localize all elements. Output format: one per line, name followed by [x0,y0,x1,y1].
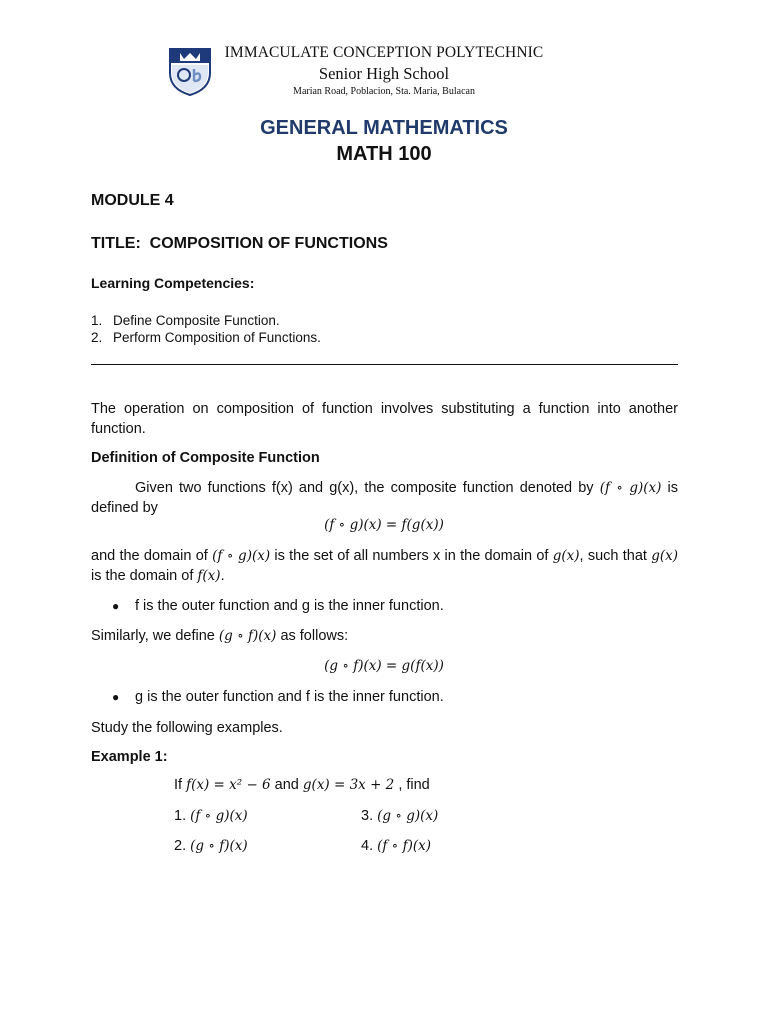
given-text: Given two functions f(x) and g(x), the composite function denoted by [135,480,594,496]
example-item [361,838,431,854]
domain-text: , such that [579,548,647,564]
example-item-expression: (𝑓 ∘ 𝑔)(𝑥) [190,808,248,824]
example-item-expression: (𝑔 ∘ 𝑓)(𝑥) [190,838,248,854]
competency-item [91,313,280,328]
subject-title: GENERAL MATHEMATICS [260,117,508,139]
domain-text: and the domain of [91,548,208,564]
example-text: If [174,777,183,793]
domain-text: is the set of all numbers x in the domain of [274,548,549,564]
domain-math: 𝑔(𝑥) [651,548,679,564]
composite-formula-fg: (𝑓 ∘ g)(𝑥) = 𝑓(𝑔(𝑥)) [324,517,444,533]
study-line: Study the following examples. [91,720,283,736]
example-statement [174,777,430,793]
bullet-item [112,598,444,614]
subject-code: MATH 100 [336,143,432,165]
bullet-item [112,689,444,705]
composite-formula-gf: (𝑔 ∘ 𝑓)(𝑥) = 𝑔(𝑓(𝑥)) [324,658,444,674]
example-item-number: 2. [174,838,187,854]
example-item [174,808,248,824]
competency-number: 2. [91,330,103,345]
example-item [361,808,438,824]
module-title: TITLE: COMPOSITION OF FUNCTIONS [91,235,388,252]
school-address: Marian Road, Poblacion, Sta. Maria, Bulacan [293,86,475,97]
g-definition: 𝑔(𝑥) = 3𝑥 + 2 [302,777,395,793]
example-item-expression: (𝑓 ∘ 𝑓)(𝑥) [377,838,431,854]
similarly-paragraph [91,627,678,647]
definition-heading: Definition of Composite Function [91,450,320,466]
example-text: and [274,777,299,793]
f-definition: 𝑓(𝑥) = 𝑥² − 6 [186,777,271,793]
domain-text: . [220,567,225,584]
bullet-dot-icon: ● [112,690,120,704]
domain-paragraph [91,547,678,586]
bullet-text: g is the outer function and f is the inner function. [135,689,444,705]
similarly-text-end: as follows: [280,628,349,644]
given-math: (𝑓 ∘ 𝑔)(𝑥) [599,480,662,496]
similarly-math: (𝑔 ∘ 𝑓)(𝑥) [218,628,277,644]
intro-paragraph: The operation on composition of function involves substituting a function into another function. [91,401,678,437]
domain-math: (𝑓 ∘ 𝑔)(𝑥) [212,548,271,564]
school-subtitle: Senior High School [318,64,450,83]
bullet-dot-icon: ● [112,599,120,613]
given-text-end: is defined by [91,480,678,516]
example-text: , find [398,777,430,793]
school-name: IMMACULATE CONCEPTION POLYTECHNIC [224,44,544,61]
competency-number: 1. [91,313,103,328]
example-item [174,838,248,854]
example-heading: Example 1: [91,749,168,765]
example-item-number: 4. [361,838,374,854]
definition-paragraph [91,479,678,518]
similarly-text: Similarly, we define [91,628,215,644]
domain-text: is the domain of [91,567,194,584]
section-divider [91,364,678,365]
bullet-text: f is the outer function and g is the inner function. [135,598,444,614]
module-label: MODULE 4 [91,192,174,209]
domain-math: 𝑓(𝑥) [197,567,221,584]
competency-text: Define Composite Function. [113,313,280,328]
example-item-number: 3. [361,808,374,824]
domain-math: 𝑔(𝑥) [552,548,580,564]
example-item-expression: (𝑔 ∘ 𝑔)(𝑥) [377,808,439,824]
competency-item [91,330,321,345]
competencies-heading: Learning Competencies: [91,275,255,291]
example-item-number: 1. [174,808,187,824]
competency-text: Perform Composition of Functions. [113,330,321,345]
